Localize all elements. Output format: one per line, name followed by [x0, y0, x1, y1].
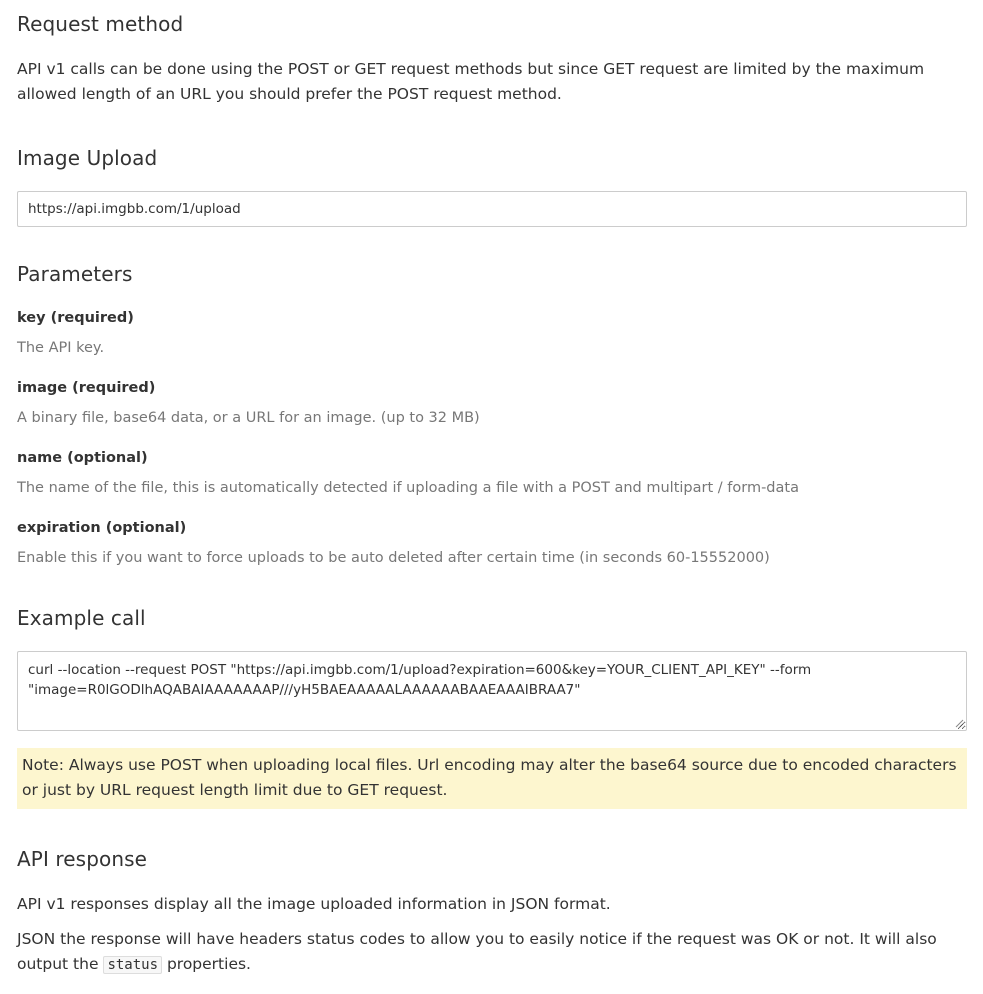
note-callout: Note: Always use POST when uploading local files. Url encoding may alter the base64 source due to encoded characters or just by URL request length limit due to GET request.	[17, 748, 967, 809]
parameter-expiration	[17, 518, 967, 568]
parameter-name: key (required)	[17, 310, 134, 326]
parameter-name: expiration (optional)	[17, 520, 187, 536]
resize-grip-icon[interactable]	[955, 719, 964, 728]
parameter-name-field	[17, 448, 967, 498]
status-text-before: JSON the response will have headers status codes to allow you to easily notice if the request was OK or not. It will also output the	[17, 930, 937, 973]
status-code-inline: status	[103, 956, 162, 974]
parameter-description: A binary file, base64 data, or a URL for an image. (up to 32 MB)	[17, 410, 480, 426]
request-method-heading: Request method	[17, 12, 184, 36]
api-response-text: API v1 responses display all the image uploaded information in JSON format.	[17, 895, 611, 913]
parameter-name: name (optional)	[17, 450, 148, 466]
example-call-heading: Example call	[17, 606, 146, 630]
parameter-description: The API key.	[17, 340, 105, 356]
example-call-code: curl --location --request POST "https://api.imgbb.com/1/upload?expiration=600&key=YOUR_CLIENT_API_KEY" --form "image=R0lGODlhAQABAIAAAAAAAP///yH5BAEAAAAALAAAAAABAAEAAAIBRAA7"	[28, 662, 812, 698]
parameters-heading: Parameters	[17, 262, 133, 286]
status-text-after: properties.	[166, 955, 251, 973]
api-response-heading: API response	[17, 847, 148, 871]
parameter-name: image (required)	[17, 380, 156, 396]
parameter-description: Enable this if you want to force uploads to be auto deleted after certain time (in seconds 60-15552000)	[17, 550, 770, 566]
request-method-text: API v1 calls can be done using the POST or GET request methods but since GET request are limited by the maximum allowed length of an URL you should prefer the POST request method.	[17, 60, 925, 103]
parameter-key	[17, 308, 967, 358]
parameter-description: The name of the file, this is automatically detected if uploading a file with a POST and multipart / form-data	[17, 480, 799, 496]
image-upload-heading: Image Upload	[17, 146, 158, 170]
endpoint-url-input[interactable]	[17, 191, 967, 227]
api-response-status-text	[17, 927, 962, 978]
parameter-image	[17, 378, 967, 428]
example-call-textarea[interactable]	[17, 651, 967, 731]
